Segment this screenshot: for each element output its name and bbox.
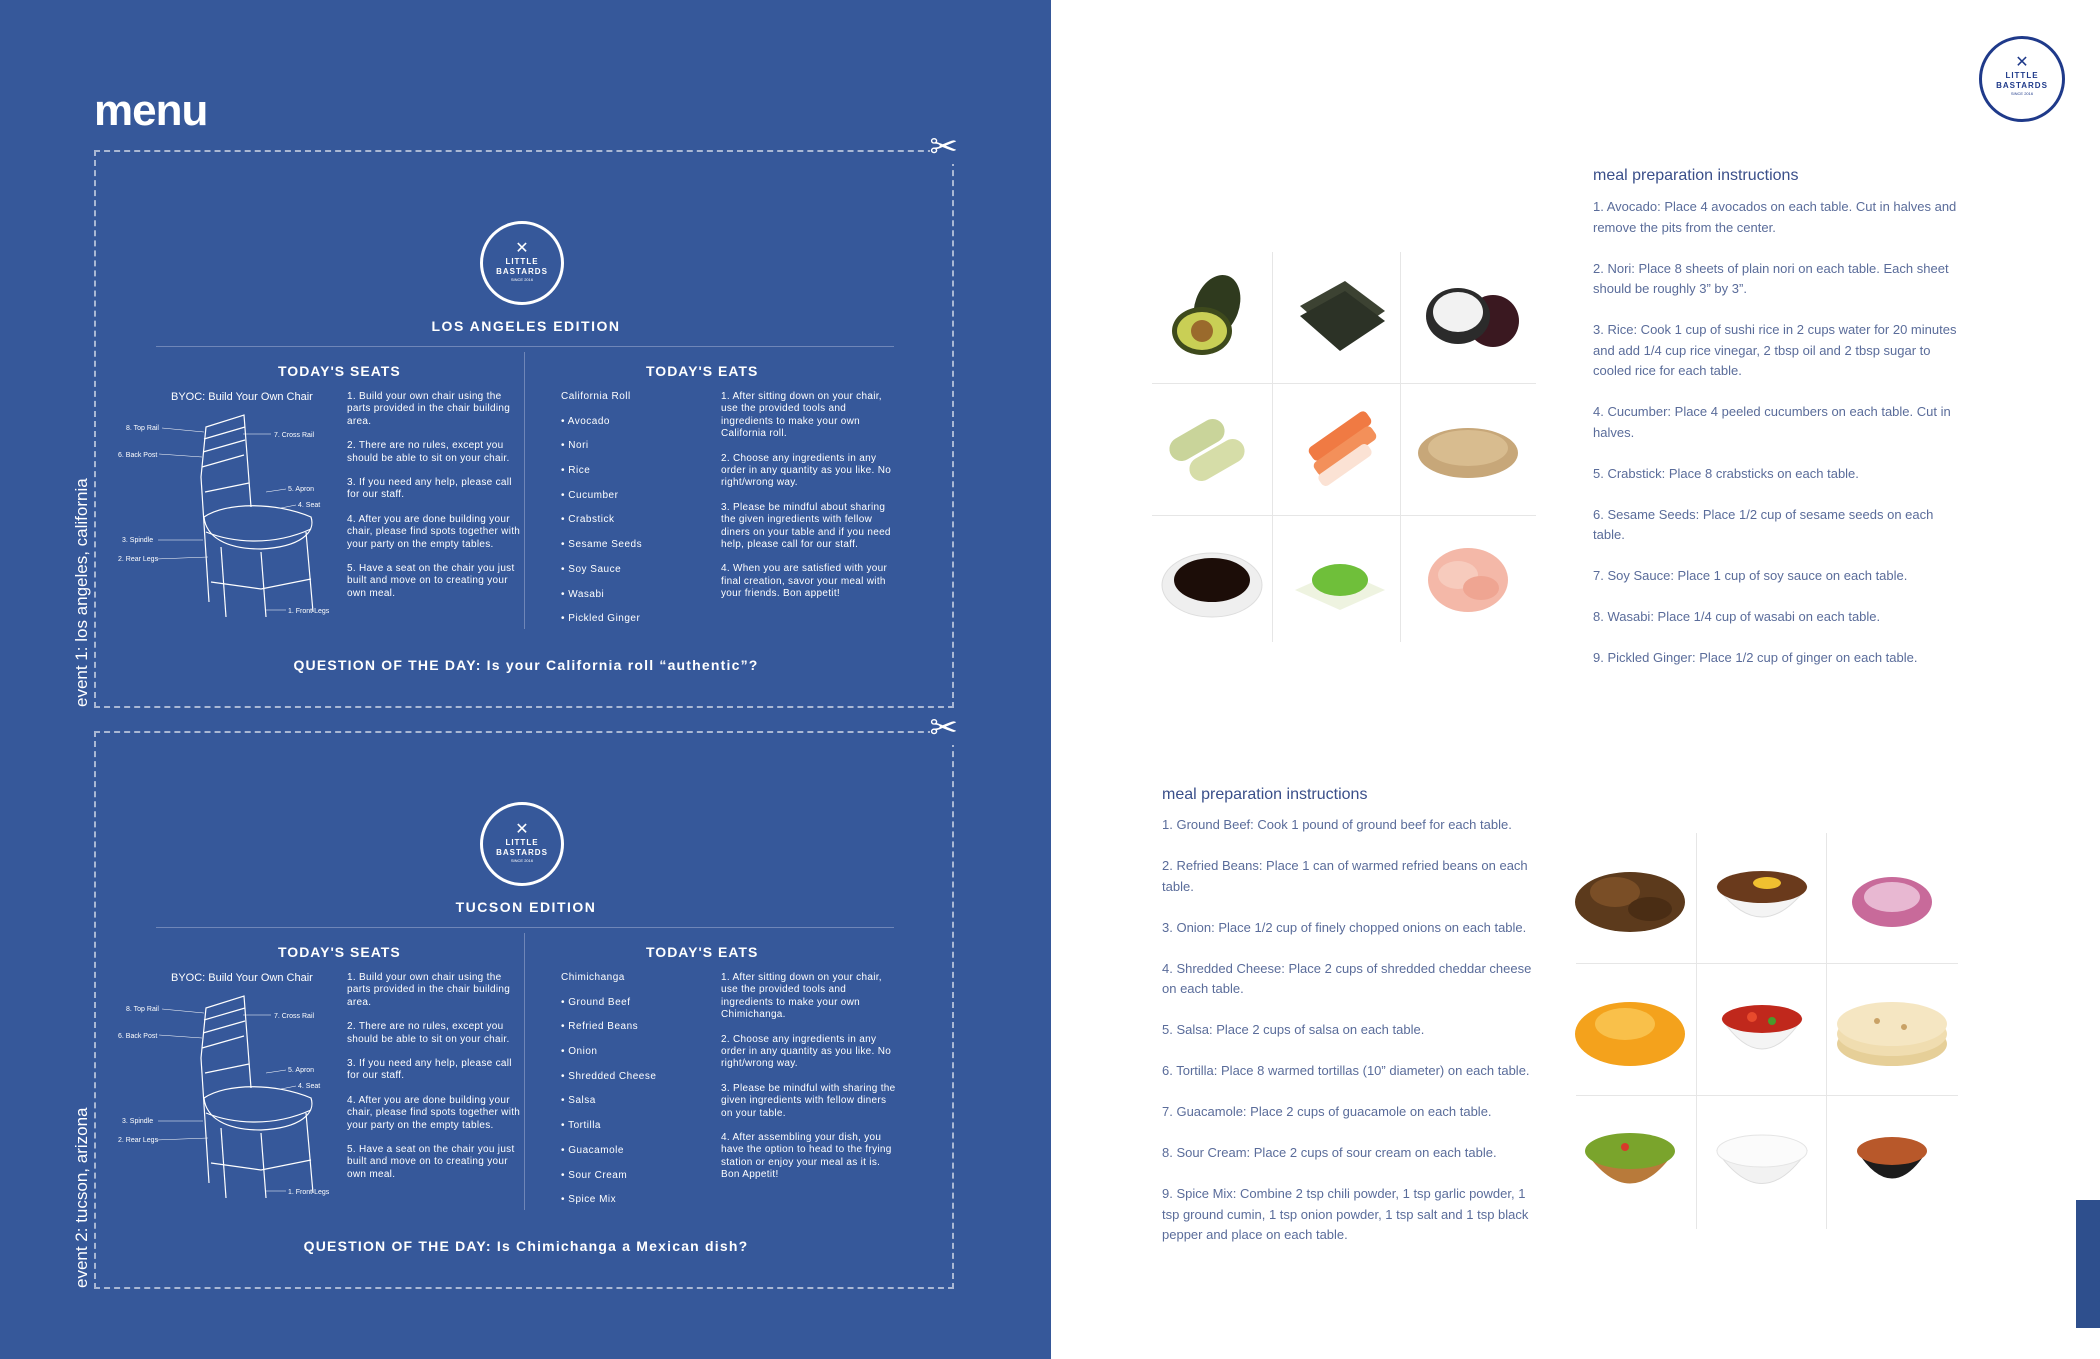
refried-beans-photo	[1698, 833, 1826, 961]
brand-logo	[480, 221, 564, 305]
chair-label-apron: 5. Apron	[288, 486, 315, 493]
sour-cream-photo	[1698, 1097, 1826, 1225]
instruction-step: 9. Spice Mix: Combine 2 tsp chili powder, 1 tsp garlic powder, 1 tsp ground cumin, 1 tsp onion powder, 1 tsp salt and 1 tsp black pepper and place on each table.	[1162, 1186, 1529, 1242]
column-divider	[524, 933, 525, 1210]
fork-knife-icon: ✕	[2015, 54, 2029, 71]
ingredient-item: • Pickled Ginger	[561, 613, 641, 625]
shredded-cheese-photo	[1566, 965, 1694, 1093]
eat-step: 4. When you are satisfied with your final creation, savor your meal with your friends. Bon appetit!	[721, 563, 888, 600]
salsa-photo	[1698, 965, 1826, 1093]
instruction-step: 8. Sour Cream: Place 2 cups of sour cream on each table.	[1162, 1145, 1497, 1160]
event-card-los-angeles	[72, 128, 958, 708]
eats-heading: TODAY'S EATS	[646, 944, 759, 960]
brand-logo	[480, 802, 564, 886]
meal-instructions-title: meal preparation instructions	[1162, 786, 1368, 803]
soy-sauce-photo	[1148, 516, 1276, 644]
cucumber-photo	[1148, 384, 1276, 512]
edition-title: TUCSON EDITION	[455, 899, 597, 915]
instruction-step: 4. Shredded Cheese: Place 2 cups of shredded cheddar cheese on each table.	[1162, 960, 1532, 996]
ingredient-item: • Refried Beans	[561, 1021, 639, 1033]
chair-label-top-rail: 8. Top Rail	[126, 425, 159, 432]
chair-label-cross-rail: 7. Cross Rail	[274, 1013, 315, 1020]
chair-label-back-post: 6. Back Post	[118, 452, 158, 459]
seat-steps	[347, 972, 522, 1193]
chair-label-spindle: 3. Spindle	[122, 537, 154, 544]
scissors-icon: ✂	[929, 709, 958, 747]
event-side-label: event 1: los angeles, california	[72, 478, 91, 707]
eat-step: 2. Choose any ingredients in any order in any quantity as you like. No right/wrong way.	[721, 452, 892, 489]
chair-label-cross-rail: 7. Cross Rail	[274, 432, 315, 439]
chimichanga-ingredient-grid	[1566, 833, 1958, 1229]
seat-step: 4. After you are done building your chair, please find spots together with your party on the empty tables.	[347, 1094, 521, 1131]
question-of-the-day: QUESTION OF THE DAY: Is Chimichanga a Mexican dish?	[303, 1238, 749, 1254]
instruction-step: 1. Avocado: Place 4 avocados on each table. Cut in halves and remove the pits from the center.	[1593, 199, 1957, 235]
instruction-step: 5. Salsa: Place 2 cups of salsa on each table.	[1162, 1022, 1425, 1037]
ingredient-item: • Tortilla	[561, 1120, 601, 1132]
ingredient-item: • Spice Mix	[561, 1194, 617, 1206]
ground-beef-photo	[1566, 833, 1694, 961]
chair-label-front-legs: 1. Front Legs	[288, 1189, 330, 1196]
column-divider	[524, 352, 525, 629]
meal-instructions-list	[1593, 197, 1963, 689]
eat-steps	[721, 391, 896, 613]
chair-label-front-legs: 1. Front Legs	[288, 608, 330, 615]
chair-label-top-rail: 8. Top Rail	[126, 1006, 159, 1013]
chair-label-back-post: 6. Back Post	[118, 1033, 158, 1040]
chair-label-seat: 4. Seat	[298, 502, 321, 509]
instruction-step: 2. Refried Beans: Place 1 can of warmed refried beans on each table.	[1162, 858, 1528, 894]
instruction-step: 9. Pickled Ginger: Place 1/2 cup of ginger on each table.	[1593, 650, 1918, 665]
chair-label-seat: 4. Seat	[298, 1083, 321, 1090]
instruction-step: 5. Crabstick: Place 8 crabsticks on each table.	[1593, 465, 1859, 481]
meal-instructions-list	[1162, 815, 1542, 1266]
instruction-step: 6. Sesame Seeds: Place 1/2 cup of sesame seeds on each table.	[1593, 506, 1934, 542]
byoc-label: BYOC: Build Your Own Chair	[171, 391, 313, 403]
sesame-seeds-photo	[1404, 384, 1532, 512]
seat-step: 3. If you need any help, please call for our staff.	[347, 1058, 512, 1082]
instruction-step: 3. Rice: Cook 1 cup of sushi rice in 2 cups water for 20 minutes and add 1/4 cup rice vinegar, 2 tbsp oil and 2 tbsp sugar to cooled rice for each table.	[1593, 322, 1957, 378]
seat-step: 2. There are no rules, except you should be able to sit on your chair.	[347, 1021, 510, 1045]
chair-label-apron: 5. Apron	[288, 1067, 315, 1074]
ingredient-item: • Wasabi	[561, 588, 605, 600]
seats-heading: TODAY'S SEATS	[278, 363, 401, 379]
meal-instructions-title: meal preparation instructions	[1593, 167, 1799, 184]
chair-label-spindle: 3. Spindle	[122, 1118, 154, 1125]
chair-diagram	[106, 988, 356, 1208]
pickled-ginger-photo	[1404, 516, 1532, 644]
instruction-step: 7. Guacamole: Place 2 cups of guacamole on each table.	[1162, 1104, 1492, 1119]
dish-name: Chimichanga	[561, 972, 625, 983]
ingredient-item: • Rice	[561, 465, 591, 477]
ingredient-list	[561, 391, 642, 638]
event-card-tucson	[72, 709, 958, 1289]
instruction-step: 3. Onion: Place 1/2 cup of finely chopped onions on each table.	[1162, 919, 1527, 935]
scissors-icon: ✂	[929, 128, 958, 166]
menu-title: menu	[94, 86, 208, 135]
seat-step: 2. There are no rules, except you should be able to sit on your chair.	[347, 440, 510, 464]
eat-step: 3. Please be mindful about sharing the given ingredients with fellow diners on your table and if you need help, please call for our staff.	[721, 501, 891, 551]
brand-line2: BASTARDS	[1996, 81, 2048, 90]
ingredient-item: • Nori	[561, 440, 589, 452]
brand-line1: LITTLE	[505, 838, 539, 847]
brand-line1: LITTLE	[505, 257, 539, 266]
chair-label-rear-legs: 2. Rear Legs	[118, 556, 159, 563]
byoc-label: BYOC: Build Your Own Chair	[171, 972, 313, 984]
eat-step: 3. Please be mindful with sharing the given ingredients with fellow diners on your table.	[721, 1082, 896, 1119]
tortilla-photo	[1828, 965, 1956, 1093]
ingredient-list	[561, 972, 656, 1219]
instruction-step: 1. Ground Beef: Cook 1 pound of ground beef for each table.	[1162, 817, 1512, 832]
seat-step: 4. After you are done building your chair, please find spots together with your party on the empty tables.	[347, 513, 521, 550]
crabstick-photo	[1276, 384, 1404, 512]
brand-logo	[1979, 36, 2065, 122]
ingredient-item: • Cucumber	[561, 489, 619, 501]
dish-name: California Roll	[561, 391, 631, 402]
seat-steps	[347, 391, 522, 612]
chair-diagram	[106, 407, 356, 627]
seat-step: 3. If you need any help, please call for our staff.	[347, 477, 512, 501]
divider	[156, 346, 894, 347]
rice-photo	[1404, 252, 1532, 380]
instruction-step: 7. Soy Sauce: Place 1 cup of soy sauce on each table.	[1593, 568, 1908, 583]
seat-step: 1. Build your own chair using the parts provided in the chair building area.	[347, 972, 511, 1008]
seat-step: 5. Have a seat on the chair you just built and move on to creating your own meal.	[347, 563, 515, 599]
brand-tagline: SINCE 2016	[2010, 91, 2034, 96]
ingredient-item: • Crabstick	[561, 514, 615, 526]
ingredient-item: • Shredded Cheese	[561, 1070, 657, 1082]
fork-knife-icon: ✕	[515, 821, 529, 838]
seat-step: 5. Have a seat on the chair you just built and move on to creating your own meal.	[347, 1144, 515, 1180]
guacamole-photo	[1566, 1097, 1694, 1225]
eat-step: 4. After assembling your dish, you have the option to head to the frying station or enjoy your meal as it is. Bon Appetit!	[721, 1132, 892, 1181]
spice-mix-photo	[1828, 1097, 1956, 1225]
fork-knife-icon: ✕	[515, 240, 529, 257]
eat-steps	[721, 972, 896, 1194]
ingredient-item: • Sesame Seeds	[561, 539, 643, 551]
seat-step: 1. Build your own chair using the parts provided in the chair building area.	[347, 391, 511, 427]
ingredient-item: • Ground Beef	[561, 996, 631, 1008]
ingredient-item: • Sour Cream	[561, 1169, 628, 1181]
brand-tagline: SINCE 2016	[510, 277, 534, 282]
onion-photo	[1828, 833, 1956, 961]
eat-step: 2. Choose any ingredients in any order in any quantity as you like. No right/wrong way.	[721, 1033, 892, 1070]
edition-title: LOS ANGELES EDITION	[431, 318, 621, 334]
ingredient-item: • Onion	[561, 1046, 598, 1058]
page-edge-tab	[2076, 1200, 2100, 1328]
wasabi-photo	[1276, 516, 1404, 644]
brand-line2: BASTARDS	[496, 848, 548, 857]
event-side-label: event 2: tucson, arizona	[72, 1107, 91, 1288]
nori-photo	[1276, 252, 1404, 380]
avocado-photo	[1148, 252, 1276, 380]
eat-step: 1. After sitting down on your chair, use the provided tools and ingredients to make your own California roll.	[721, 391, 882, 440]
divider	[156, 927, 894, 928]
ingredient-item: • Soy Sauce	[561, 563, 622, 575]
instruction-step: 4. Cucumber: Place 4 peeled cucumbers on each table. Cut in halves.	[1593, 404, 1951, 440]
seats-heading: TODAY'S SEATS	[278, 944, 401, 960]
instruction-step: 6. Tortilla: Place 8 warmed tortillas (10” diameter) on each table.	[1162, 1063, 1530, 1078]
brand-line2: BASTARDS	[496, 267, 548, 276]
instruction-step: 8. Wasabi: Place 1/4 cup of wasabi on each table.	[1593, 609, 1881, 624]
question-of-the-day: QUESTION OF THE DAY: Is your California roll “authentic”?	[293, 657, 759, 673]
ingredient-item: • Salsa	[561, 1095, 596, 1107]
instruction-step: 2. Nori: Place 8 sheets of plain nori on each table. Each sheet should be roughly 3” by 3”.	[1593, 260, 1949, 296]
brand-tagline: SINCE 2016	[510, 858, 534, 863]
chair-label-rear-legs: 2. Rear Legs	[118, 1137, 159, 1144]
ingredient-item: • Avocado	[561, 415, 610, 427]
brand-line1: LITTLE	[2005, 71, 2039, 80]
sushi-ingredient-grid	[1152, 252, 1536, 642]
eat-step: 1. After sitting down on your chair, use the provided tools and ingredients to make your own Chimichanga.	[721, 972, 882, 1021]
ingredient-item: • Guacamole	[561, 1144, 624, 1156]
eats-heading: TODAY'S EATS	[646, 363, 759, 379]
